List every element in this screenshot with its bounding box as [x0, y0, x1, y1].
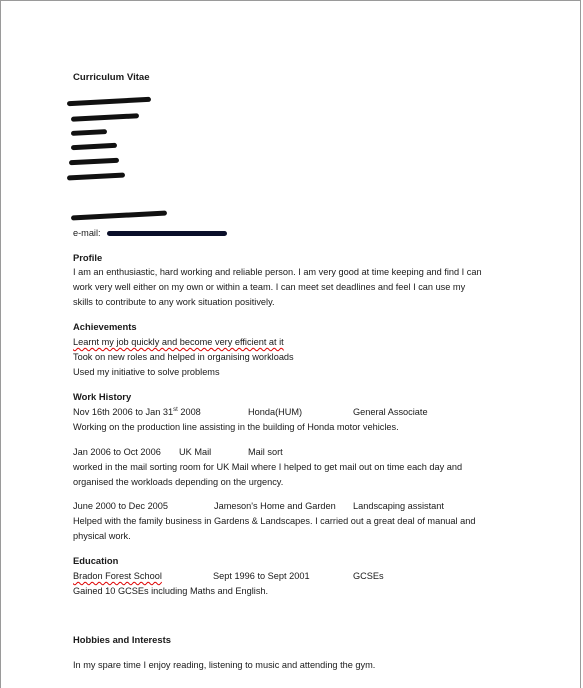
education-school: Bradon Forest School [73, 571, 162, 581]
redacted-email [107, 231, 227, 236]
job-2-desc-2: organised the workloads depending on the urgency. [73, 477, 284, 487]
hobbies-text: In my spare time I enjoy reading, listening to music and attending the gym. [73, 660, 376, 670]
achievement-item-1 [73, 336, 284, 348]
profile-heading: Profile [73, 252, 103, 263]
achievement-item-2: Took on new roles and helped in organising workloads [73, 352, 294, 362]
profile-line-1: I am an enthusiastic, hard working and reliable person. I am very good at time keeping and find I can [73, 267, 482, 277]
hobbies-heading: Hobbies and Interests [73, 634, 171, 645]
job-3-employer: Jameson's Home and Garden [214, 501, 336, 511]
education-heading: Education [73, 555, 119, 566]
education-row [73, 570, 553, 582]
redacted-address-line-2 [71, 129, 107, 136]
redacted-telephone [71, 210, 167, 220]
job-2-row [73, 446, 553, 458]
job-1-desc-1: Working on the production line assisting in the building of Honda motor vehicles. [73, 422, 399, 432]
job-1-row [73, 406, 553, 418]
redacted-name [67, 97, 151, 106]
job-3-role: Landscaping assistant [353, 501, 444, 511]
cv-title: Curriculum Vitae [73, 72, 150, 83]
email-label: e-mail: [73, 228, 101, 238]
job-3-desc-2: physical work. [73, 531, 131, 541]
job-2-desc-1: worked in the mail sorting room for UK Mail where I helped to get mail out on time each day and [73, 462, 463, 472]
achievement-item-3: Used my initiative to solve problems [73, 367, 220, 377]
job-1-dates: Nov 16th 2006 to Jan 31st 2008 [73, 406, 201, 417]
job-2-role: Mail sort [248, 447, 283, 457]
education-detail: Gained 10 GCSEs including Maths and English. [73, 586, 269, 596]
job-3-dates: June 2000 to Dec 2005 [73, 501, 169, 511]
redacted-address-line-4 [69, 158, 119, 166]
job-1-employer: Honda(HUM) [248, 407, 303, 417]
email-row [73, 227, 101, 239]
job-2-dates: Jan 2006 to Oct 2006 [73, 447, 161, 457]
job-1-role: General Associate [353, 407, 428, 417]
profile-line-3: skills to contribute to any work situation positively. [73, 297, 275, 307]
education-qualification: GCSEs [353, 571, 384, 581]
achievement-text-1: Learnt my job quickly and become very efficient at it [73, 337, 284, 347]
profile-line-2: work very well either on my own or within a team. I can meet set deadlines and feel I can use my [73, 282, 466, 292]
education-dates: Sept 1996 to Sept 2001 [213, 571, 310, 581]
job-3-desc-1: Helped with the family business in Gardens & Landscapes. I carried out a great deal of manual and [73, 516, 476, 526]
redacted-postcode [67, 172, 125, 180]
redacted-address-line-3 [71, 143, 117, 150]
job-3-row [73, 500, 553, 512]
work-history-heading: Work History [73, 391, 132, 402]
achievements-heading: Achievements [73, 321, 137, 332]
redacted-address-line-1 [71, 113, 139, 122]
job-2-employer: UK Mail [179, 447, 212, 457]
